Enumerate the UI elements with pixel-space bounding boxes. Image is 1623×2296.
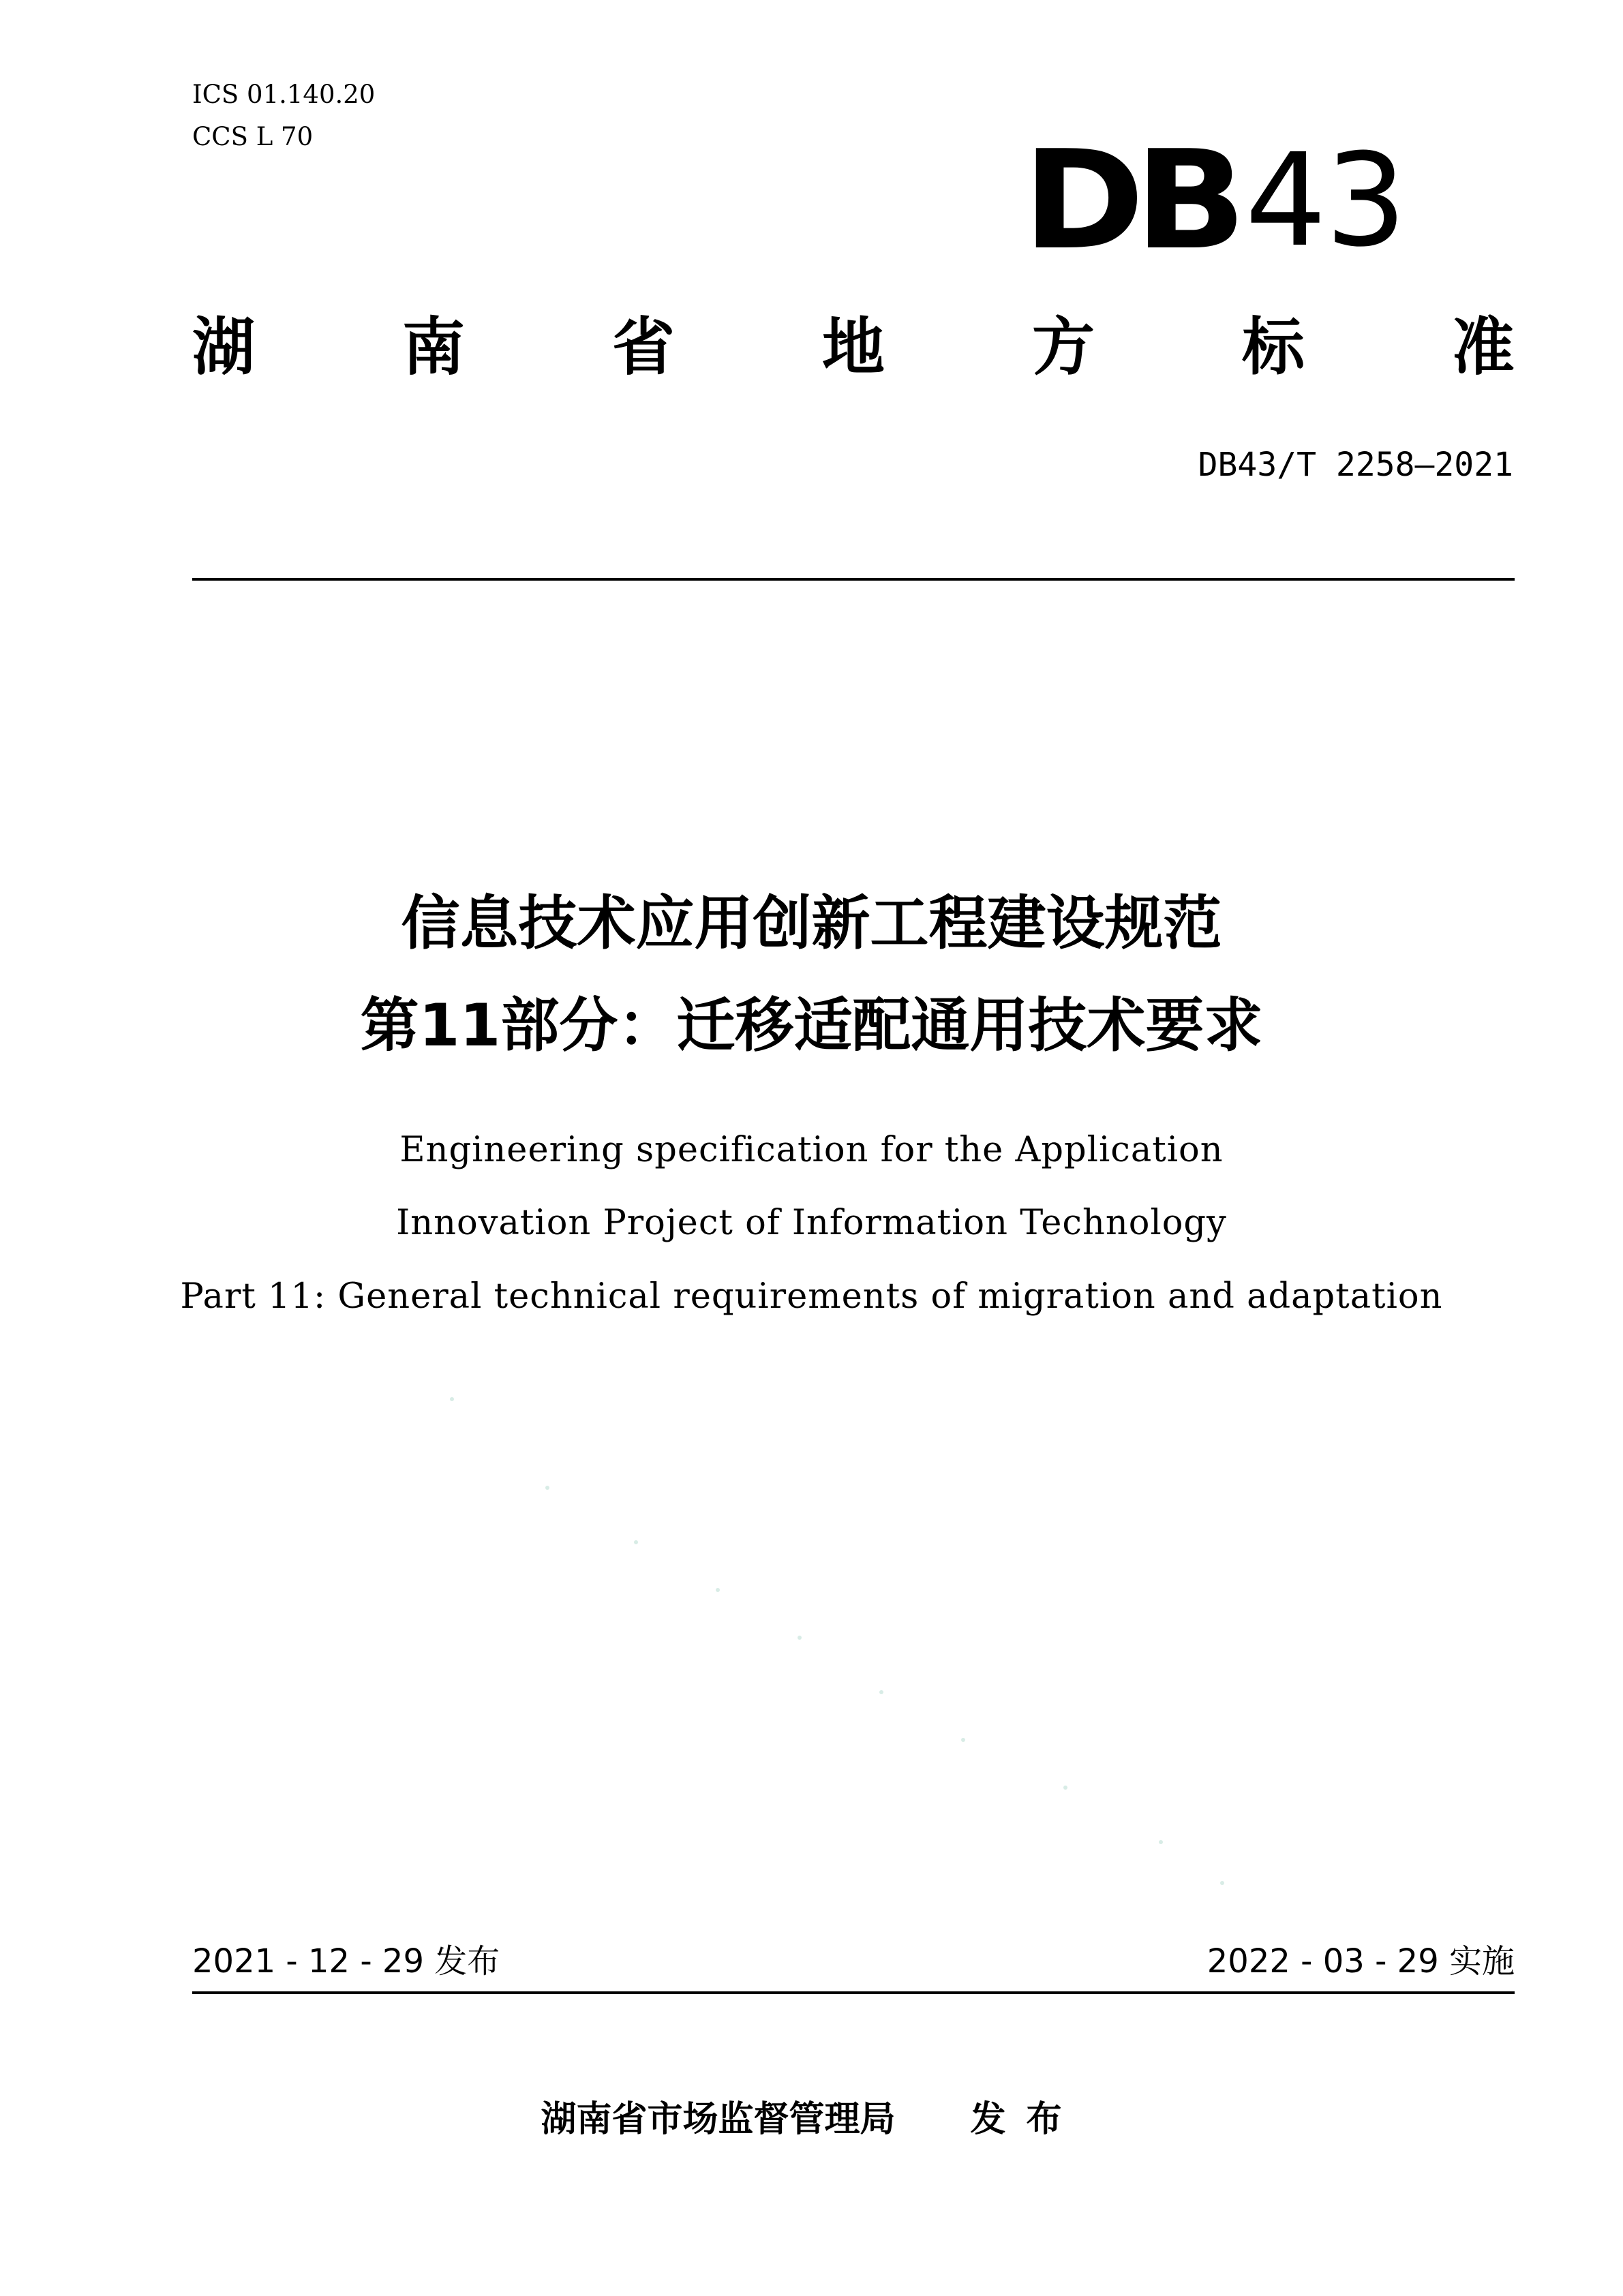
background-speck: [961, 1738, 965, 1742]
background-speck: [879, 1690, 883, 1694]
background-speck: [1159, 1840, 1163, 1844]
english-title-line-3: Part 11: General technical requirements of migration and adaptation: [180, 1276, 1443, 1317]
background-speck: [716, 1588, 720, 1592]
background-speck: [545, 1486, 549, 1490]
logo-number: 43: [1245, 126, 1406, 275]
classification-codes: [192, 74, 375, 158]
publisher-name: 湖南省市场监督管理局: [541, 2099, 896, 2140]
db43-logo: [1022, 121, 1406, 280]
background-speck: [634, 1540, 638, 1544]
background-speck: [1063, 1786, 1067, 1790]
implementation-date: 2022 - 03 - 29 实施: [1207, 1942, 1515, 1980]
background-speck: [1220, 1881, 1224, 1885]
publisher-line: [0, 2096, 1623, 2143]
standard-type-char: 南: [401, 311, 465, 384]
top-divider: [192, 578, 1515, 581]
ics-code: ICS 01.140.20: [192, 80, 376, 109]
standard-type-char: 湖: [192, 311, 256, 384]
chinese-title-line-1: 信息技术应用创新工程建设规范: [401, 889, 1222, 958]
issue-date: 2021 - 12 - 29 发布: [192, 1942, 500, 1980]
background-speck: [450, 1397, 454, 1401]
standard-type-char: 准: [1451, 311, 1515, 384]
ccs-code: CCS L 70: [192, 122, 314, 151]
standard-code: DB43/T 2258—2021: [1198, 446, 1513, 484]
standard-type-char: 方: [1031, 311, 1095, 384]
standard-type-heading: [192, 310, 1515, 385]
bottom-divider: [192, 1991, 1515, 1994]
background-speck: [798, 1636, 802, 1640]
publisher-action: 发布: [970, 2099, 1082, 2140]
chinese-title-line-2: 第11部分：迁移适配通用技术要求: [360, 992, 1263, 1060]
standard-type-char: 地: [821, 311, 885, 384]
english-title-line-2: Innovation Project of Information Technology: [396, 1203, 1227, 1243]
standard-type-char: 省: [611, 311, 675, 384]
logo-letters: DB: [1022, 121, 1237, 280]
english-title-line-1: Engineering specification for the Application: [399, 1130, 1224, 1170]
standard-type-char: 标: [1241, 311, 1305, 384]
